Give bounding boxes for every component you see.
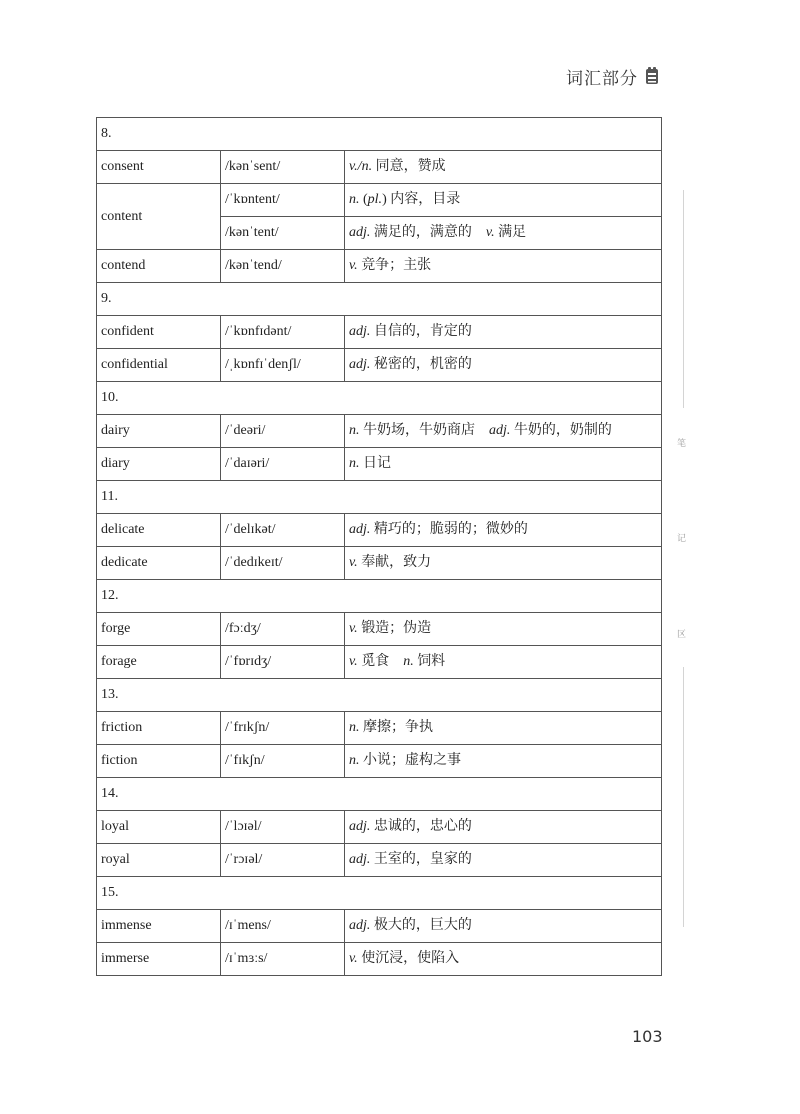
part-of-speech: n. bbox=[349, 456, 360, 472]
phonetic-cell: /ˈlɔɪəl/ bbox=[221, 811, 345, 844]
phonetic-cell: /ˈdedɪkeɪt/ bbox=[221, 547, 345, 580]
vocab-row bbox=[97, 151, 662, 184]
group-header-row bbox=[97, 580, 662, 613]
part-of-speech: n. bbox=[349, 753, 360, 769]
definition-text: 同意，赞成 bbox=[372, 159, 446, 175]
word-cell: diary bbox=[97, 448, 221, 481]
part-of-speech: adj. bbox=[349, 522, 371, 538]
notes-margin-char: 笔 bbox=[677, 439, 687, 449]
vocab-row bbox=[97, 910, 662, 943]
vocab-row bbox=[97, 250, 662, 283]
part-of-speech: v. bbox=[349, 555, 358, 571]
phonetic-cell: /ˈfɒrɪdʒ/ bbox=[221, 646, 345, 679]
part-of-speech: adj. bbox=[349, 852, 371, 868]
part-of-speech: adj. bbox=[349, 225, 371, 241]
phonetic-cell: /ˈdeəri/ bbox=[221, 415, 345, 448]
vocab-row bbox=[97, 943, 662, 976]
vocab-row bbox=[97, 448, 662, 481]
part-of-speech: adj. bbox=[349, 918, 371, 934]
phonetic-cell: /fɔːdʒ/ bbox=[221, 613, 345, 646]
meaning-cell bbox=[345, 316, 662, 349]
meaning-cell bbox=[345, 712, 662, 745]
group-header-row bbox=[97, 481, 662, 514]
meaning-cell bbox=[345, 184, 662, 217]
phonetic-cell: /ˈfrɪkʃn/ bbox=[221, 712, 345, 745]
definition-text: 牛奶场，牛奶商店 bbox=[359, 423, 489, 439]
meaning-cell bbox=[345, 448, 662, 481]
definition-text: ( bbox=[359, 192, 368, 208]
definition-text: 秘密的，机密的 bbox=[370, 357, 472, 373]
meaning-cell bbox=[345, 943, 662, 976]
definition-text: 奉献，致力 bbox=[357, 555, 432, 571]
notes-margin-char: 区 bbox=[677, 630, 687, 640]
part-of-speech: adj. bbox=[349, 357, 371, 373]
phonetic-cell: /ˈfɪkʃn/ bbox=[221, 745, 345, 778]
definition-text: 日记 bbox=[359, 456, 391, 472]
group-number: 11. bbox=[97, 481, 662, 514]
word-cell: loyal bbox=[97, 811, 221, 844]
group-number: 13. bbox=[97, 679, 662, 712]
vocab-row bbox=[97, 184, 662, 217]
phonetic-cell: /ɪˈmens/ bbox=[221, 910, 345, 943]
meaning-cell bbox=[345, 613, 662, 646]
word-cell: content bbox=[97, 184, 221, 250]
vocab-row bbox=[97, 844, 662, 877]
vocab-row bbox=[97, 745, 662, 778]
phonetic-cell: /ˈdelɪkət/ bbox=[221, 514, 345, 547]
definition-text: 竞争；主张 bbox=[357, 258, 432, 274]
part-of-speech: adj. bbox=[349, 324, 371, 340]
definition-text: 满足的，满意的 bbox=[370, 225, 486, 241]
meaning-cell bbox=[345, 811, 662, 844]
meaning-cell bbox=[345, 646, 662, 679]
part-of-speech: v. bbox=[349, 621, 358, 637]
word-cell: consent bbox=[97, 151, 221, 184]
part-of-speech: v. bbox=[349, 654, 358, 670]
group-header-row bbox=[97, 118, 662, 151]
page-header-title: 词汇部分 bbox=[566, 69, 638, 89]
part-of-speech: v. bbox=[485, 225, 495, 241]
meaning-cell bbox=[345, 910, 662, 943]
phonetic-cell: /ˈdaɪəri/ bbox=[221, 448, 345, 481]
group-number: 9. bbox=[97, 283, 662, 316]
part-of-speech: n. bbox=[403, 654, 414, 670]
definition-text: 王室的，皇家的 bbox=[370, 852, 472, 868]
part-of-speech: v. bbox=[349, 258, 358, 274]
group-number: 15. bbox=[97, 877, 662, 910]
definition-text: 自信的，肯定的 bbox=[370, 324, 472, 340]
phonetic-cell: /ˈrɔɪəl/ bbox=[221, 844, 345, 877]
definition-text: 锻造；伪造 bbox=[357, 621, 432, 637]
meaning-cell bbox=[345, 547, 662, 580]
vocab-row bbox=[97, 646, 662, 679]
meaning-cell bbox=[345, 250, 662, 283]
meaning-cell bbox=[345, 415, 662, 448]
group-header-row bbox=[97, 778, 662, 811]
vocabulary-table bbox=[96, 117, 662, 976]
word-cell: immerse bbox=[97, 943, 221, 976]
group-header-row bbox=[97, 877, 662, 910]
meaning-cell bbox=[345, 151, 662, 184]
book-icon bbox=[644, 66, 660, 86]
part-of-speech: adj. bbox=[489, 423, 511, 439]
phonetic-cell: /ˌkɒnfɪˈdenʃl/ bbox=[221, 349, 345, 382]
word-cell: forge bbox=[97, 613, 221, 646]
group-number: 14. bbox=[97, 778, 662, 811]
word-cell: confidential bbox=[97, 349, 221, 382]
definition-text: 忠诚的，忠心的 bbox=[370, 819, 472, 835]
phonetic-cell: /ɪˈmɜːs/ bbox=[221, 943, 345, 976]
word-cell: dairy bbox=[97, 415, 221, 448]
meaning-cell bbox=[345, 349, 662, 382]
part-of-speech: n. bbox=[349, 192, 360, 208]
part-of-speech: n. bbox=[349, 720, 360, 736]
group-number: 10. bbox=[97, 382, 662, 415]
definition-text: 满足 bbox=[494, 225, 527, 241]
part-of-speech: n. bbox=[349, 423, 360, 439]
definition-text: 摩擦；争执 bbox=[359, 720, 433, 736]
word-cell: fiction bbox=[97, 745, 221, 778]
word-cell: contend bbox=[97, 250, 221, 283]
vocab-row bbox=[97, 547, 662, 580]
part-of-speech: v. bbox=[349, 951, 358, 967]
group-number: 12. bbox=[97, 580, 662, 613]
definition-text: 饲料 bbox=[413, 654, 446, 670]
group-header-row bbox=[97, 382, 662, 415]
meaning-cell bbox=[345, 844, 662, 877]
definition-text: 精巧的；脆弱的；微妙的 bbox=[370, 522, 528, 538]
phonetic-cell: /ˈkɒnfɪdənt/ bbox=[221, 316, 345, 349]
definition-text: 觅食 bbox=[357, 654, 404, 670]
definition-text: ) 内容，目录 bbox=[382, 192, 461, 208]
vocab-row bbox=[97, 811, 662, 844]
part-of-speech: v./n. bbox=[349, 159, 373, 175]
page-number: 103 bbox=[632, 1027, 663, 1046]
word-cell: delicate bbox=[97, 514, 221, 547]
notes-margin-line-bottom bbox=[683, 667, 684, 927]
word-cell: royal bbox=[97, 844, 221, 877]
meaning-cell bbox=[345, 514, 662, 547]
definition-text: 牛奶的，奶制的 bbox=[510, 423, 612, 439]
definition-text: 小说；虚构之事 bbox=[359, 753, 461, 769]
word-cell: forage bbox=[97, 646, 221, 679]
word-cell: friction bbox=[97, 712, 221, 745]
part-of-speech: pl. bbox=[367, 192, 383, 208]
word-cell: confident bbox=[97, 316, 221, 349]
part-of-speech: adj. bbox=[349, 819, 371, 835]
word-cell: immense bbox=[97, 910, 221, 943]
vocab-row bbox=[97, 349, 662, 382]
phonetic-cell: /kənˈtent/ bbox=[221, 217, 345, 250]
phonetic-cell: /ˈkɒntent/ bbox=[221, 184, 345, 217]
definition-text: 使沉浸，使陷入 bbox=[357, 951, 460, 967]
phonetic-cell: /kənˈtend/ bbox=[221, 250, 345, 283]
vocab-row bbox=[97, 514, 662, 547]
vocab-row bbox=[97, 316, 662, 349]
group-header-row bbox=[97, 283, 662, 316]
vocab-row bbox=[97, 613, 662, 646]
definition-text: 极大的，巨大的 bbox=[370, 918, 472, 934]
vocab-row bbox=[97, 415, 662, 448]
group-header-row bbox=[97, 679, 662, 712]
notes-margin-line-top bbox=[683, 190, 684, 408]
notes-margin-char: 记 bbox=[677, 534, 687, 544]
meaning-cell bbox=[345, 745, 662, 778]
group-number: 8. bbox=[97, 118, 662, 151]
word-cell: dedicate bbox=[97, 547, 221, 580]
meaning-cell bbox=[345, 217, 662, 250]
phonetic-cell: /kənˈsent/ bbox=[221, 151, 345, 184]
vocab-row bbox=[97, 712, 662, 745]
